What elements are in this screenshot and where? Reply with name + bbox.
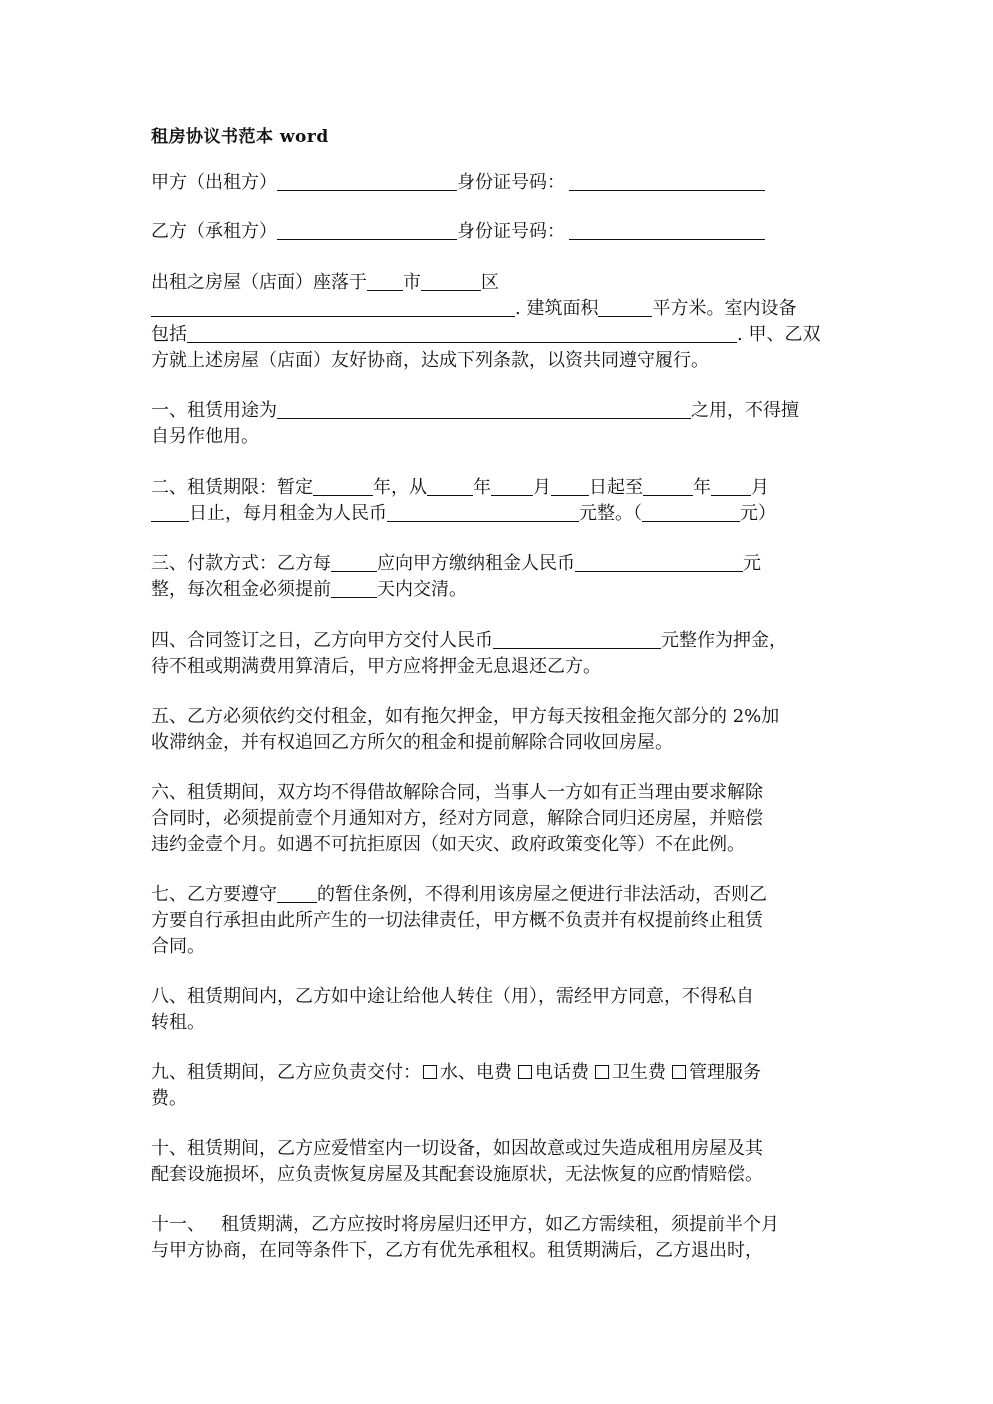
fees-label: 九、租赁期间，乙方应负责交付：: [151, 1062, 421, 1083]
clause-10-line-1: 十、租赁期间，乙方应爱惜室内一切设备，如因故意或过失造成租用房屋及其: [151, 1138, 763, 1159]
payment-amount-blank[interactable]: [575, 553, 743, 572]
clause-5-line-2: 收滞纳金，并有权追回乙方所欠的租金和提前解除合同收回房屋。: [151, 732, 673, 753]
clause-9-line-2: 费。: [151, 1088, 187, 1109]
party-b-id-blank[interactable]: [569, 221, 765, 240]
equipment-label: 包括: [151, 324, 187, 345]
clause-3-line-2: [151, 577, 467, 603]
term-label: 二、租赁期限：暂定: [151, 477, 313, 498]
start-month-blank[interactable]: [491, 477, 533, 496]
area-label: . 建筑面积: [515, 298, 599, 319]
rent-figure-unit: 元）: [740, 503, 776, 524]
location-text: 出租之房屋（店面）座落于: [151, 272, 367, 293]
sanitation-checkbox[interactable]: [595, 1065, 609, 1079]
party-a-label: 甲方（出租方）: [151, 172, 277, 193]
rent-amount-blank[interactable]: [387, 503, 579, 522]
term-years-blank[interactable]: [313, 477, 373, 496]
deposit-label: 四、合同签订之日，乙方向甲方交付人民币: [151, 630, 493, 651]
clause-1-line-2: 自另作他用。: [151, 426, 259, 447]
rent-label: 日止，每月租金为人民币: [189, 503, 387, 524]
document-title: 租房协议书范本 word: [151, 127, 329, 147]
location-line-3: [151, 322, 820, 348]
clause-6-line-1: 六、租赁期间，双方均不得借故解除合同，当事人一方如有正当理由要求解除: [151, 782, 763, 803]
clause-2-line-2: [151, 501, 776, 527]
start-year-label: 年: [473, 477, 491, 498]
clause-1-line-1: [151, 398, 799, 424]
party-b-name-blank[interactable]: [277, 221, 457, 240]
deposit-amount-blank[interactable]: [493, 630, 661, 649]
payment-period-blank[interactable]: [331, 553, 377, 572]
usage-blank[interactable]: [277, 400, 691, 419]
start-day-blank[interactable]: [551, 477, 589, 496]
area-unit-text: 平方米。室内设备: [652, 298, 797, 319]
equipment-blank[interactable]: [187, 324, 737, 343]
water-electric-checkbox[interactable]: [423, 1065, 437, 1079]
clause-11-number: 十一、: [151, 1214, 205, 1235]
party-a-id-blank[interactable]: [569, 172, 765, 191]
regulations-label: 七、乙方要遵守: [151, 884, 277, 905]
from-label: 年，从: [373, 477, 427, 498]
party-b-id-label: 身份证号码：: [457, 221, 565, 242]
clause-4-line-1: [151, 628, 787, 654]
rent-unit-text: 元整。（: [579, 503, 642, 524]
clause-8-line-1: 八、租赁期间内，乙方如中途让给他人转住（用），需经甲方同意，不得私自: [151, 986, 754, 1007]
clause-7-line-2: 方要自行承担由此所产生的一切法律责任，甲方概不负责并有权提前终止租赁: [151, 910, 763, 931]
clause-7-line-3: 合同。: [151, 936, 205, 957]
management-label: 管理服务: [689, 1062, 761, 1083]
end-month-blank[interactable]: [711, 477, 751, 496]
end-month-label: 月: [751, 477, 769, 498]
clause-1-text-end: 之用，不得擅: [691, 400, 799, 421]
district-label: 区: [481, 272, 499, 293]
phone-checkbox[interactable]: [518, 1065, 532, 1079]
clause-9-line-1: [151, 1060, 761, 1086]
sanitation-label: 卫生费: [612, 1062, 666, 1083]
city-blank[interactable]: [367, 272, 403, 291]
clause-4-line-2: 待不租或期满费用算清后，甲方应将押金无息退还乙方。: [151, 656, 601, 677]
start-month-label: 月: [533, 477, 551, 498]
city-label: 市: [403, 272, 421, 293]
party-a-line: [151, 170, 765, 196]
end-year-label: 年: [693, 477, 711, 498]
payment-label: 三、付款方式：乙方每: [151, 553, 331, 574]
location-line-2: [151, 296, 796, 322]
clause-10-line-2: 配套设施损坏，应负责恢复房屋及其配套设施原状，无法恢复的应酌情赔偿。: [151, 1164, 763, 1185]
party-b-line: [151, 219, 765, 245]
advance-text: 整，每次租金必须提前: [151, 579, 331, 600]
regulations-text: 的暂住条例，不得利用该房屋之便进行非法活动，否则乙: [317, 884, 767, 905]
party-a-id-label: 身份证号码：: [457, 172, 565, 193]
clause-5-line-1: 五、乙方必须依约交付租金，如有拖欠押金，甲方每天按租金拖欠部分的 2%加: [151, 706, 780, 727]
clause-11-line-2: 与甲方协商，在同等条件下，乙方有优先承租权。租赁期满后，乙方退出时，: [151, 1240, 763, 1261]
water-electric-label: 水、电费: [440, 1062, 512, 1083]
phone-label: 电话费: [535, 1062, 589, 1083]
clause-8-line-2: 转租。: [151, 1012, 205, 1033]
advance-days-blank[interactable]: [331, 579, 377, 598]
start-year-blank[interactable]: [427, 477, 473, 496]
clause-11-text: 租赁期满，乙方应按时将房屋归还甲方，如乙方需续租，须提前半个月: [221, 1214, 779, 1235]
end-day-blank[interactable]: [151, 503, 189, 522]
clause-7-line-1: [151, 882, 767, 908]
payment-unit: 元: [743, 553, 761, 574]
clause-6-line-3: 违约金壹个月。如遇不可抗拒原因（如天灾、政府政策变化等）不在此例。: [151, 834, 745, 855]
party-a-name-blank[interactable]: [277, 172, 457, 191]
clause-11-line-1: [151, 1212, 779, 1238]
payment-text: 应向甲方缴纳租金人民币: [377, 553, 575, 574]
location-line-4: 方就上述房屋（店面）友好协商，达成下列条款，以资共同遵守履行。: [151, 350, 709, 371]
clause-3-line-1: [151, 551, 761, 577]
end-year-blank[interactable]: [643, 477, 693, 496]
clause-1-text: 一、租赁用途为: [151, 400, 277, 421]
regulations-city-blank[interactable]: [277, 884, 317, 903]
management-checkbox[interactable]: [672, 1065, 686, 1079]
rent-figure-blank[interactable]: [642, 503, 740, 522]
area-blank[interactable]: [598, 298, 652, 317]
deposit-text: 元整作为押金，: [661, 630, 787, 651]
clause-6-line-2: 合同时，必须提前壹个月通知对方，经对方同意，解除合同归还房屋，并赔偿: [151, 808, 763, 829]
clause-2-line-1: [151, 475, 769, 501]
parties-text: . 甲、乙双: [737, 324, 821, 345]
until-label: 日起至: [589, 477, 643, 498]
address-blank[interactable]: [151, 298, 515, 317]
party-b-label: 乙方（承租方）: [151, 221, 277, 242]
district-blank[interactable]: [421, 272, 481, 291]
location-line-1: [151, 270, 499, 296]
advance-text-end: 天内交清。: [377, 579, 467, 600]
